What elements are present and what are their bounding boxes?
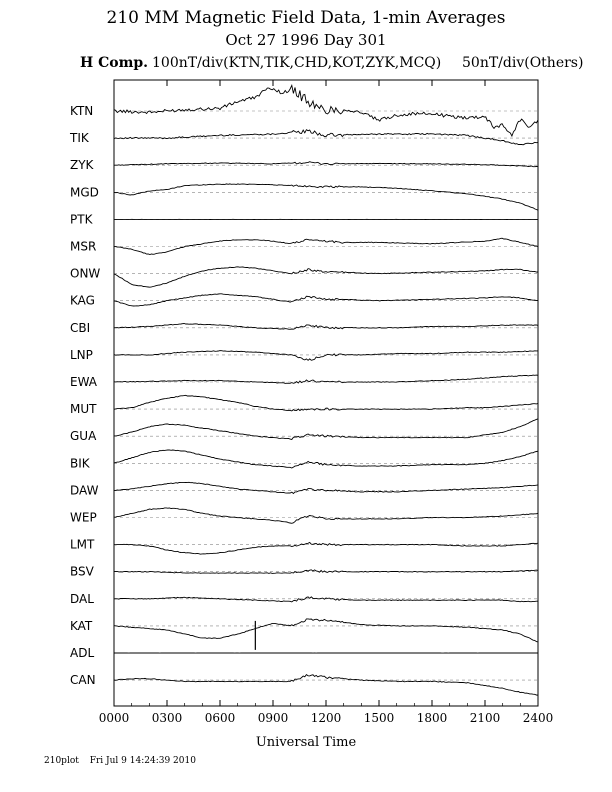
trace-bsv	[114, 570, 538, 574]
footer-program: 210plot	[44, 756, 79, 766]
chart-title: 210 MM Magnetic Field Data, 1-min Averages	[106, 8, 506, 28]
footer-timestamp: Fri Jul 9 14:24:39 2010	[89, 756, 196, 766]
trace-zyk	[114, 162, 538, 167]
station-label-adl: ADL	[70, 646, 95, 660]
trace-tik	[114, 130, 538, 145]
footer	[44, 756, 204, 766]
station-label-can: CAN	[70, 673, 96, 688]
station-label-onw: ONW	[70, 266, 101, 281]
station-label-kag: KAG	[70, 293, 95, 308]
trace-can	[114, 675, 538, 696]
station-label-ewa: EWA	[70, 375, 97, 389]
station-label-bsv: BSV	[70, 564, 94, 579]
trace-lnp	[114, 351, 538, 361]
station-label-ktn: KTN	[70, 104, 94, 118]
station-label-daw: DAW	[70, 483, 99, 498]
trace-wep	[114, 508, 538, 523]
secondary-scale-label: 50nT/div(Others)	[462, 55, 584, 71]
station-label-ptk: PTK	[70, 212, 93, 227]
x-tick-label: 0300	[151, 711, 183, 725]
station-label-mgd: MGD	[70, 185, 99, 200]
trace-dal	[114, 597, 538, 602]
chart-subtitle: Oct 27 1996 Day 301	[225, 31, 387, 49]
station-label-kat: KAT	[70, 618, 93, 633]
station-label-gua: GUA	[70, 429, 97, 444]
x-tick-label: 0000	[98, 711, 130, 725]
x-tick-label: 1200	[310, 711, 342, 725]
station-label-lmt: LMT	[70, 537, 95, 552]
station-label-cbi: CBI	[70, 320, 91, 335]
x-tick-label: 2400	[522, 711, 554, 725]
trace-bik	[114, 450, 538, 468]
station-label-zyk: ZYK	[70, 158, 94, 173]
trace-kat	[114, 619, 538, 642]
station-label-wep: WEP	[70, 510, 97, 525]
trace-gua	[114, 419, 538, 440]
x-axis-label: Universal Time	[255, 735, 357, 750]
x-tick-label: 2100	[469, 711, 501, 725]
primary-scale-label: 100nT/div(KTN,TIK,CHD,KOT,ZYK,MCQ)	[152, 55, 442, 71]
trace-onw	[114, 267, 538, 287]
trace-kag	[114, 294, 538, 306]
trace-mut	[114, 395, 538, 411]
trace-mgd	[114, 184, 538, 210]
trace-lmt	[114, 542, 538, 554]
x-tick-label: 1500	[363, 711, 395, 725]
station-label-tik: TIK	[70, 131, 89, 146]
station-label-bik: BIK	[70, 456, 90, 471]
x-tick-label: 0900	[257, 711, 289, 725]
x-tick-label: 1800	[416, 711, 448, 725]
trace-cbi	[114, 324, 538, 330]
trace-daw	[114, 482, 538, 493]
x-tick-label: 0600	[204, 711, 236, 725]
plot-frame	[114, 80, 538, 706]
component-label: H Comp.	[80, 55, 149, 71]
station-label-dal: DAL	[70, 591, 94, 606]
station-label-msr: MSR	[70, 239, 97, 254]
station-label-lnp: LNP	[70, 347, 93, 362]
station-label-mut: MUT	[70, 402, 97, 417]
